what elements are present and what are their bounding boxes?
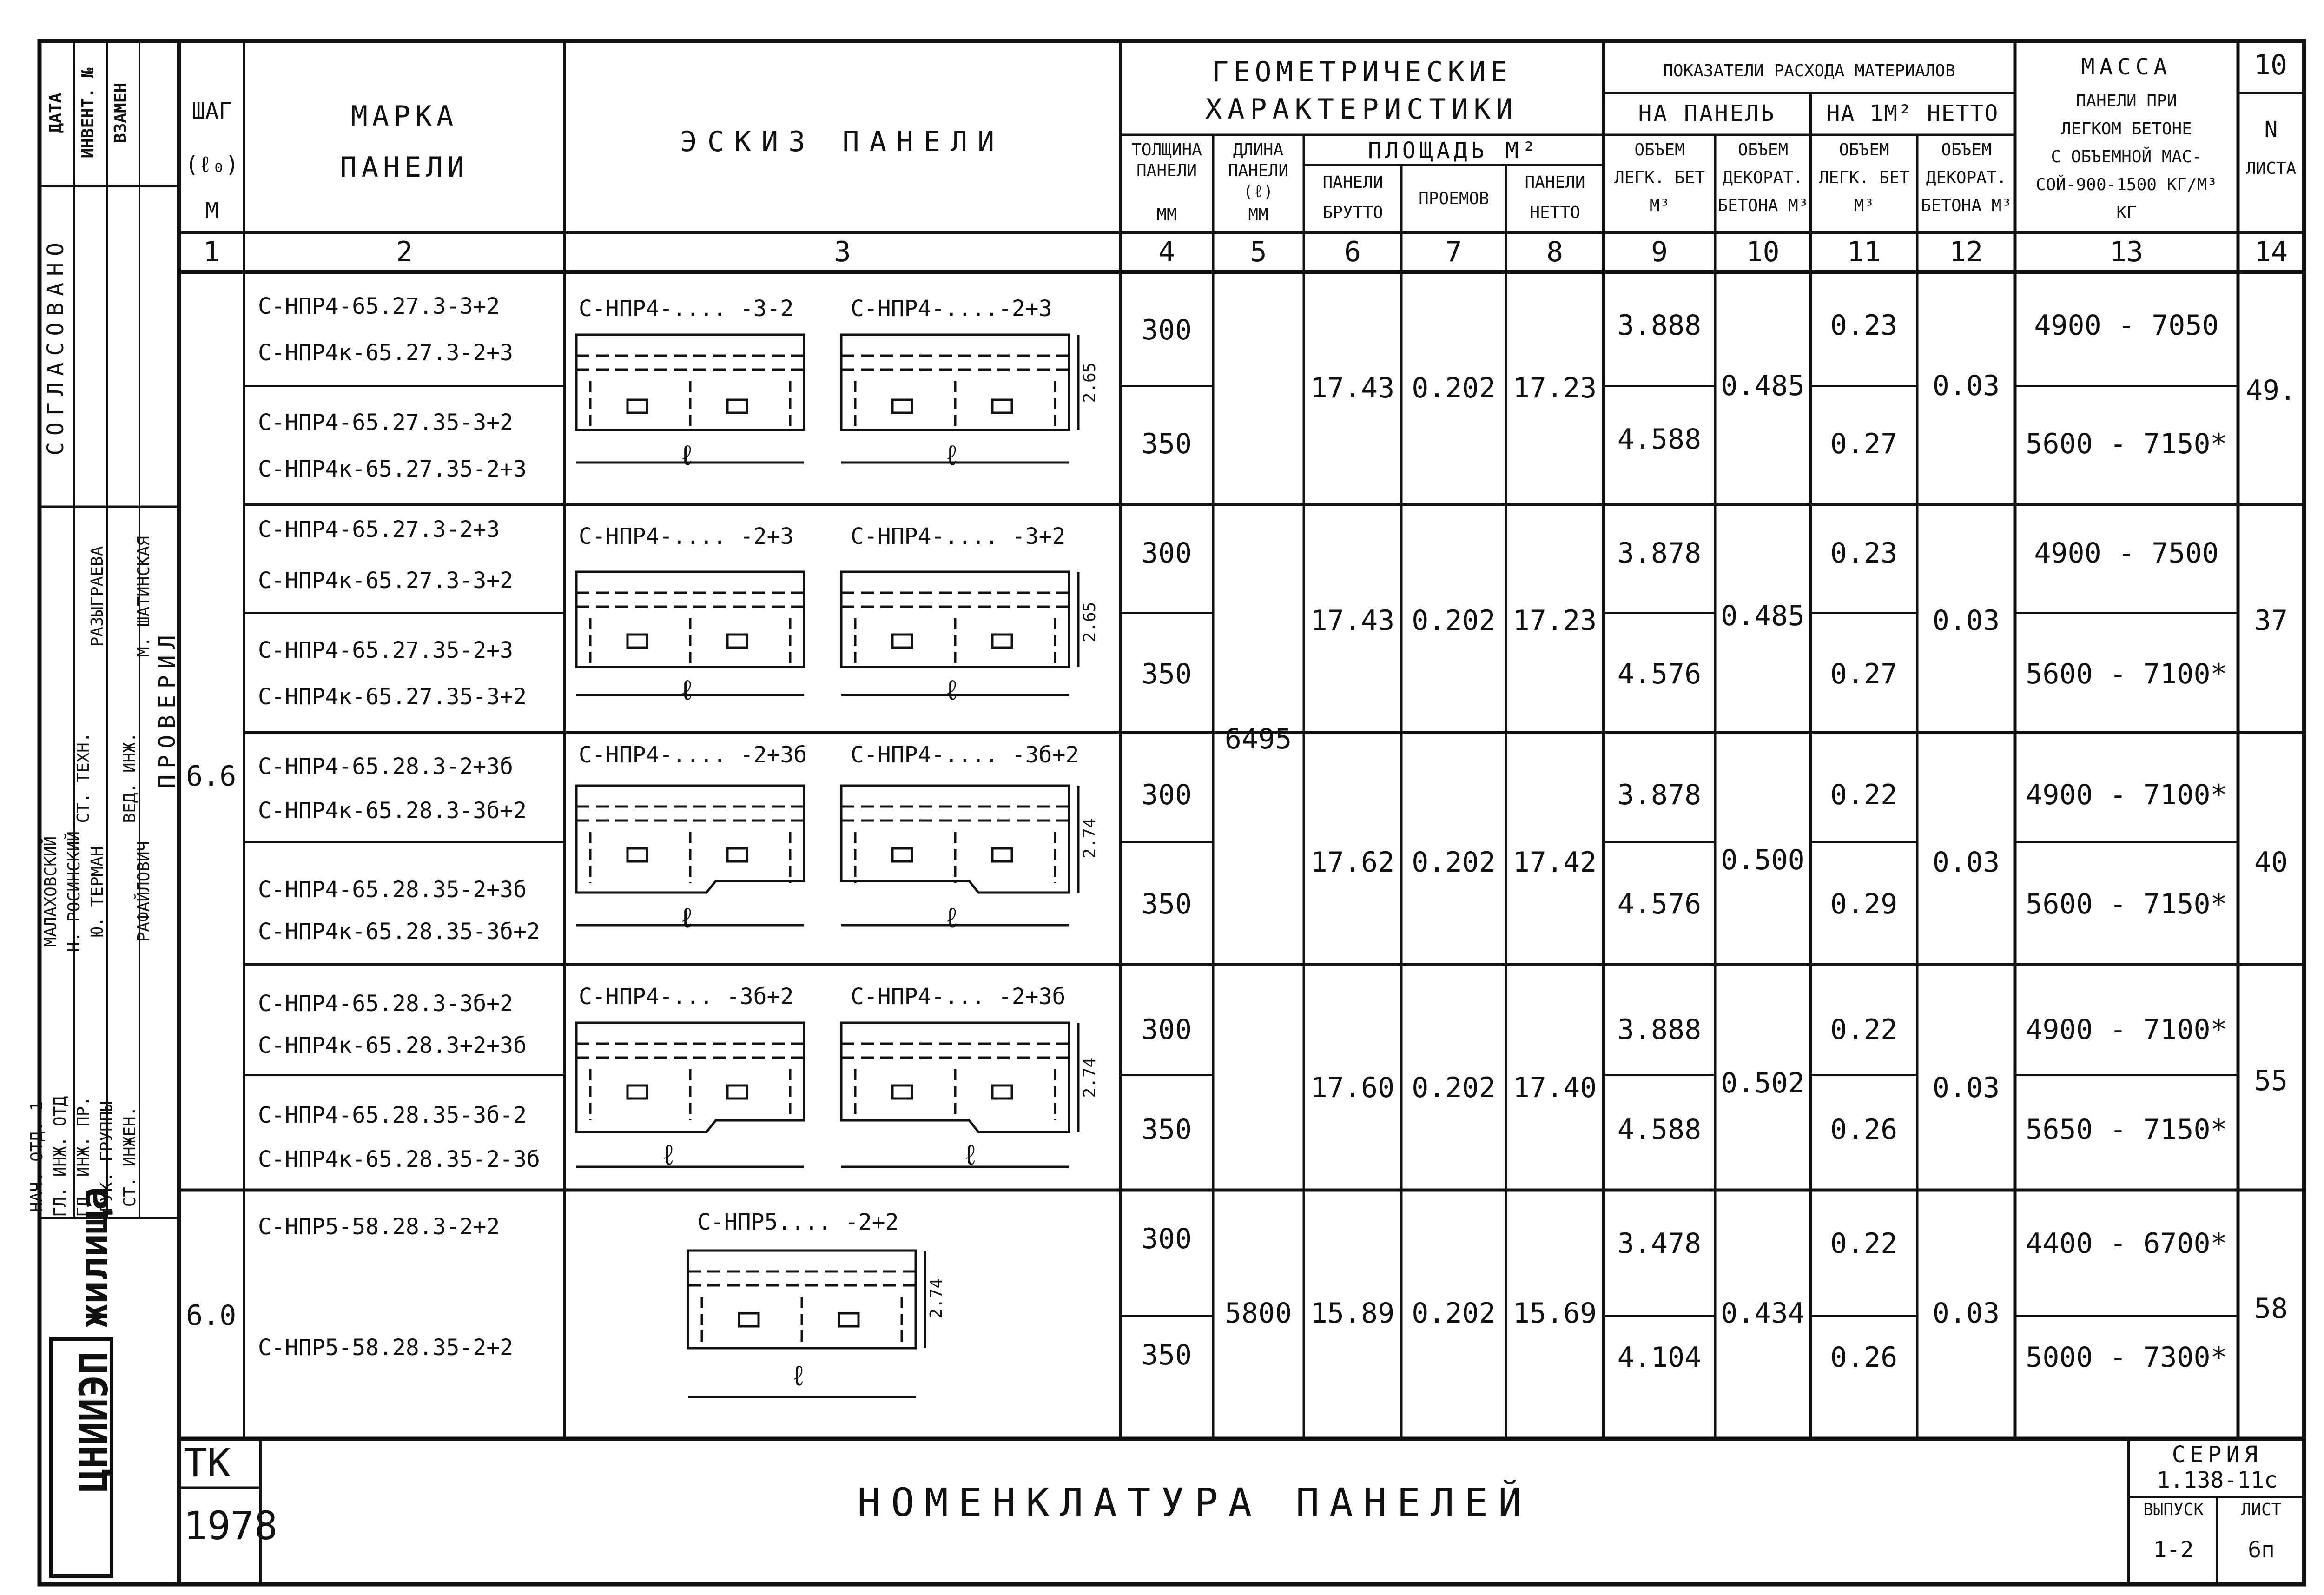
- header-col5-l1: ДЛИНА: [1233, 140, 1284, 159]
- header-col10-l2: ДЕКОРАТ.: [1723, 168, 1803, 187]
- header-col9-l3: М³: [1649, 196, 1670, 215]
- stamp-name-6: М. ШАТИНСКАЯ: [134, 536, 153, 657]
- issue-value: 1-2: [2153, 1537, 2194, 1563]
- header-col12-l2: ДЕКОРАТ.: [1926, 168, 2007, 187]
- header-col12-l3: БЕТОНА М³: [1921, 196, 2012, 215]
- drawing-year: 1978: [184, 1503, 278, 1549]
- thickness-value: 300: [1141, 537, 1192, 569]
- vol-decor-value: 0.500: [1721, 844, 1805, 876]
- stamp-role-2: ГЛ. ИНЖ. ОТД: [51, 1096, 70, 1218]
- header-col14-l1: N: [2264, 117, 2278, 143]
- header-col5-unit: ММ: [1248, 205, 1268, 225]
- col-number: 12: [1949, 236, 1983, 268]
- area-openings: 0.202: [1412, 846, 1496, 879]
- vol-light-value: 3.888: [1617, 1013, 1702, 1046]
- header-col13-l2: ПАНЕЛИ ПРИ: [2076, 92, 2177, 111]
- sketch-height-label: 2.74: [927, 1278, 946, 1319]
- page-number: 10: [2253, 49, 2288, 81]
- mark-label: С-НПР4-65.28.35-3б-2: [258, 1102, 527, 1128]
- sketch-length-symbol: ℓ: [944, 439, 961, 472]
- mark-label: С-НПР4к-65.28.35-2-3б: [258, 1146, 540, 1172]
- mark-label: С-НПР4-65.28.3-3б+2: [258, 991, 514, 1017]
- area-netto: 17.23: [1512, 604, 1597, 637]
- header-col13-l1: МАССА: [2081, 54, 2172, 80]
- sheet-number: 40: [2254, 846, 2288, 879]
- header-col4-unit: ММ: [1156, 205, 1177, 225]
- mark-label: С-НПР5-58.28.35-2+2: [258, 1335, 514, 1361]
- vol-light-value: 4.576: [1617, 658, 1702, 690]
- header-col2-line1: МАРКА: [350, 100, 458, 132]
- sketch-length-symbol: ℓ: [790, 1360, 807, 1392]
- sketch-length-symbol: ℓ: [679, 439, 696, 472]
- header-col10-l3: БЕТОНА М³: [1717, 196, 1809, 215]
- header-col8-l2: НЕТТО: [1530, 203, 1580, 222]
- thickness-value: 350: [1141, 428, 1192, 460]
- step-value-6-6: 6.6: [186, 760, 237, 793]
- stamp-soglasovano: СОГЛАСОВАНО: [43, 236, 69, 456]
- header-col11-l3: М³: [1854, 196, 1875, 215]
- col-number: 3: [834, 236, 851, 268]
- header-col8-l1: ПАНЕЛИ: [1525, 173, 1585, 192]
- per-m2-light-value: 0.22: [1830, 779, 1898, 811]
- mark-label: С-НПР4-65.27.35-2+3: [258, 637, 514, 663]
- per-m2-decor-value: 0.03: [1932, 1072, 2000, 1104]
- col-number: 5: [1250, 236, 1267, 268]
- vol-light-value: 3.478: [1617, 1227, 1702, 1260]
- stamp-name-3: Ю. ТЕРМАН: [88, 846, 107, 937]
- mark-label: С-НПР4к-65.28.35-3б+2: [258, 919, 540, 945]
- vol-decor-value: 0.502: [1721, 1067, 1805, 1099]
- thickness-value: 350: [1141, 1339, 1192, 1371]
- sheet-number: 55: [2254, 1065, 2288, 1097]
- sketch-group-1: [576, 335, 1078, 463]
- col-number: 14: [2254, 236, 2288, 268]
- stamp-role-3: ГЛ. ИНЖ. ПР.: [74, 1096, 93, 1218]
- sketch-length-symbol: ℓ: [962, 1139, 979, 1171]
- sketch-height-label: 2.65: [1080, 362, 1099, 403]
- col-number: 1: [203, 236, 220, 268]
- mass-value: 5600 - 7150*: [2026, 888, 2227, 920]
- vol-light-value: 4.104: [1617, 1341, 1702, 1374]
- sheet-number: 58: [2254, 1292, 2288, 1325]
- per-m2-light-value: 0.29: [1830, 888, 1898, 920]
- header-col14-l2: ЛИСТА: [2245, 159, 2297, 178]
- mark-label: С-НПР5-58.28.3-2+2: [258, 1214, 500, 1240]
- col-number: 2: [396, 236, 413, 268]
- sketch-length-symbol: ℓ: [660, 1139, 677, 1171]
- area-netto: 17.40: [1512, 1072, 1597, 1104]
- header-mat-sub1: НА ПАНЕЛЬ: [1638, 100, 1776, 126]
- header-col9-l1: ОБЪЕМ: [1634, 140, 1685, 159]
- sketch-label: С-НПР4-.... -3б+2: [851, 742, 1079, 768]
- stamp-inv-label: ИНВЕНТ. №: [79, 67, 98, 159]
- sketch-label: С-НПР4-.... -3+2: [851, 523, 1066, 549]
- per-m2-light-value: 0.26: [1830, 1341, 1898, 1374]
- stamp-name-1: МАЛАХОВСКИЙ: [41, 836, 60, 947]
- area-brutto: 15.89: [1310, 1297, 1395, 1330]
- series-value: 1.138-11с: [2156, 1467, 2278, 1493]
- mark-label: С-НПР4к-65.27.35-2+3: [258, 456, 527, 482]
- sketch-label: С-НПР4-.... -2+3: [579, 523, 794, 549]
- mass-value: 4400 - 6700*: [2026, 1227, 2227, 1260]
- stamp-data-label: ДАТА: [46, 93, 65, 133]
- header-col7: ПРОЕМОВ: [1419, 189, 1489, 208]
- header-col13-l3: ЛЕГКОМ БЕТОНЕ: [2061, 119, 2192, 139]
- sheet-value: 6п: [2248, 1537, 2275, 1563]
- sketch-length-symbol: ℓ: [944, 674, 961, 707]
- col-number: 11: [1847, 236, 1881, 268]
- mass-value: 4900 - 7050: [2034, 309, 2219, 342]
- mass-value: 5600 - 7150*: [2026, 428, 2227, 460]
- area-openings: 0.202: [1412, 604, 1496, 637]
- per-m2-light-value: 0.22: [1830, 1227, 1898, 1260]
- area-netto: 17.42: [1512, 846, 1597, 879]
- thickness-value: 300: [1141, 1223, 1192, 1255]
- area-netto: 15.69: [1512, 1297, 1597, 1330]
- header-col2-line2: ПАНЕЛИ: [340, 151, 469, 184]
- header-area-group: ПЛОЩАДЬ М²: [1368, 138, 1539, 164]
- area-brutto: 17.43: [1310, 372, 1395, 404]
- col-number: 6: [1344, 236, 1361, 268]
- sketch-label: С-НПР5.... -2+2: [697, 1209, 899, 1235]
- sheet-number: 49.: [2245, 374, 2297, 407]
- sketch-label: С-НПР4-... -3б+2: [579, 984, 794, 1010]
- area-netto: 17.23: [1512, 372, 1597, 404]
- col-number: 13: [2109, 236, 2144, 268]
- sketch-height-label: 2.65: [1080, 602, 1099, 642]
- header-col1-unit1: (ℓ₀): [185, 152, 239, 178]
- mass-value: 5600 - 7100*: [2026, 658, 2227, 690]
- stamp-name-2: Н. РОСИНСКИЙ: [65, 831, 84, 953]
- sheet-number: 37: [2254, 604, 2288, 637]
- header-col4-l1: ТОЛЩИНА: [1131, 140, 1202, 159]
- header-col11-l2: ЛЕГК. БЕТ: [1818, 168, 1910, 187]
- sketch-length-symbol: ℓ: [944, 902, 961, 934]
- sketch-group-2: [576, 572, 1078, 695]
- per-m2-light-value: 0.22: [1830, 1013, 1898, 1046]
- mark-label: С-НПР4-65.27.3-3+2: [258, 293, 500, 319]
- vol-light-value: 4.588: [1617, 1113, 1702, 1146]
- thickness-value: 300: [1141, 779, 1192, 811]
- vol-light-value: 4.588: [1617, 423, 1702, 456]
- area-openings: 0.202: [1412, 372, 1496, 404]
- vol-decor-value: 0.485: [1721, 370, 1805, 402]
- step-value-6-0: 6.0: [186, 1299, 237, 1332]
- mark-label: С-НПР4-65.28.35-2+3б: [258, 877, 527, 903]
- stamp-name-4: РАФАЙЛОВИЧ: [134, 841, 153, 942]
- vol-light-value: 3.888: [1617, 309, 1702, 342]
- mark-label: С-НПР4к-65.27.35-3+2: [258, 684, 527, 710]
- org-logo: ЦНИИЭП жилища: [71, 1186, 117, 1492]
- per-m2-decor-value: 0.03: [1932, 370, 2000, 402]
- mass-value: 5650 - 7150*: [2026, 1113, 2227, 1146]
- mass-value: 4900 - 7500: [2034, 537, 2219, 569]
- stamp-vzamen-label: ВЗАМЕН: [111, 82, 130, 144]
- area-openings: 0.202: [1412, 1297, 1496, 1330]
- header-col13-l4: С ОБЪЕМНОЙ МАС-: [2051, 147, 2202, 166]
- header-col10-l1: ОБЪЕМ: [1737, 140, 1789, 159]
- stamp-role-5: СТ. ИНЖЕН.: [120, 1106, 139, 1207]
- thickness-value: 350: [1141, 888, 1192, 920]
- vol-light-value: 4.576: [1617, 888, 1702, 920]
- area-openings: 0.202: [1412, 1072, 1496, 1104]
- header-geom-line1: ГЕОМЕТРИЧЕСКИЕ: [1212, 56, 1512, 88]
- header-col4-l2: ПАНЕЛИ: [1136, 161, 1197, 180]
- mark-label: С-НПР4к-65.28.3-3б+2: [258, 798, 527, 824]
- col-number: 9: [1651, 236, 1668, 268]
- org-code: ТК: [184, 1440, 231, 1486]
- thickness-value: 350: [1141, 658, 1192, 690]
- header-col3: ЭСКИЗ ПАНЕЛИ: [680, 126, 1005, 158]
- sketch-label: С-НПР4-.... -2+3б: [579, 742, 807, 768]
- per-m2-light-value: 0.27: [1830, 658, 1898, 690]
- thickness-value: 350: [1141, 1113, 1192, 1146]
- header-mat-sub2: НА 1М² НЕТТО: [1826, 100, 1999, 126]
- col-number: 8: [1546, 236, 1564, 268]
- drawing-title: НОМЕНКЛАТУРА ПАНЕЛЕЙ: [857, 1480, 1532, 1525]
- per-m2-light-value: 0.23: [1830, 537, 1898, 569]
- header-col13-l5: СОЙ-900-1500 КГ/М³: [2035, 175, 2218, 194]
- col-number: 4: [1158, 236, 1175, 268]
- issue-label: ВЫПУСК: [2143, 1500, 2204, 1519]
- series-label: СЕРИЯ: [2172, 1442, 2263, 1468]
- stamp-role-6: СТ. ТЕХН.: [74, 732, 93, 823]
- mass-value: 4900 - 7100*: [2026, 1013, 2227, 1046]
- header-col5-l2: ПАНЕЛИ: [1228, 161, 1289, 180]
- per-m2-light-value: 0.27: [1830, 428, 1898, 460]
- header-col6-l1: ПАНЕЛИ: [1322, 173, 1383, 192]
- sketch-group-4: [576, 1023, 1078, 1171]
- per-m2-decor-value: 0.03: [1932, 846, 2000, 879]
- sketch-label: С-НПР4-... -2+3б: [851, 984, 1066, 1010]
- header-col9-l2: ЛЕГК. БЕТ: [1614, 168, 1705, 187]
- vol-light-value: 3.878: [1617, 537, 1702, 569]
- stamp-role-1: НАЧ. ОТД. 1: [27, 1101, 46, 1212]
- length-value-5800: 5800: [1224, 1297, 1292, 1330]
- vol-decor-value: 0.434: [1721, 1297, 1805, 1330]
- header-col12-l1: ОБЪЕМ: [1941, 140, 1992, 159]
- sketch-label: С-НПР4-....-2+3: [851, 296, 1052, 322]
- per-m2-light-value: 0.23: [1830, 309, 1898, 342]
- mass-value: 5000 - 7300*: [2026, 1341, 2227, 1374]
- mass-value: 4900 - 7100*: [2026, 779, 2227, 811]
- header-col11-l1: ОБЪЕМ: [1839, 140, 1889, 159]
- thickness-value: 300: [1141, 314, 1192, 346]
- vol-light-value: 3.878: [1617, 779, 1702, 811]
- sketch-length-symbol: ℓ: [679, 902, 696, 934]
- per-m2-light-value: 0.26: [1830, 1113, 1898, 1146]
- area-brutto: 17.43: [1310, 604, 1395, 637]
- thickness-value: 300: [1141, 1013, 1192, 1046]
- header-col6-l2: БРУТТО: [1322, 203, 1383, 222]
- header-col13-l6: КГ: [2116, 203, 2137, 222]
- length-value-6495: 6495: [1224, 723, 1292, 755]
- col-number: 10: [1746, 236, 1780, 268]
- vol-decor-value: 0.485: [1721, 600, 1805, 632]
- sheet-label: ЛИСТ: [2241, 1500, 2282, 1519]
- area-brutto: 17.62: [1310, 846, 1395, 879]
- mark-label: С-НПР4-65.28.3-2+3б: [258, 754, 514, 780]
- sketch-label: С-НПР4-.... -3-2: [579, 296, 794, 322]
- header-col1-unit2: М: [205, 198, 219, 224]
- mark-label: С-НПР4к-65.27.3-3+2: [258, 568, 514, 594]
- area-brutto: 17.60: [1310, 1072, 1395, 1104]
- mark-label: С-НПР4-65.27.35-3+2: [258, 410, 514, 436]
- stamp-role-4: РУК. ГРУППЫ: [97, 1101, 116, 1212]
- mark-label: С-НПР4к-65.28.3+2+3б: [258, 1032, 527, 1059]
- col-number: 7: [1445, 236, 1462, 268]
- header-col5-l3: (ℓ): [1243, 182, 1274, 201]
- stamp-role-7: ВЕД. ИНЖ.: [120, 732, 139, 823]
- sketch-group-3: [576, 786, 1078, 925]
- sketch-length-symbol: ℓ: [679, 674, 696, 707]
- header-geom-line2: ХАРАКТЕРИСТИКИ: [1205, 93, 1519, 126]
- header-col1: ШАГ: [191, 98, 232, 124]
- stamp-provereno: ПРОВЕРИЛ: [154, 629, 180, 788]
- stamp-name-5: РАЗЫГРАЕВА: [88, 546, 107, 647]
- header-mat-group: ПОКАЗАТЕЛИ РАСХОДА МАТЕРИАЛОВ: [1663, 61, 1955, 80]
- mark-label: С-НПР4-65.27.3-2+3: [258, 516, 500, 543]
- per-m2-decor-value: 0.03: [1932, 604, 2000, 637]
- sketch-height-label: 2.74: [1080, 818, 1099, 859]
- per-m2-decor-value: 0.03: [1932, 1297, 2000, 1330]
- sketch-height-label: 2.74: [1080, 1057, 1099, 1098]
- mark-label: С-НПР4к-65.27.3-2+3: [258, 340, 514, 366]
